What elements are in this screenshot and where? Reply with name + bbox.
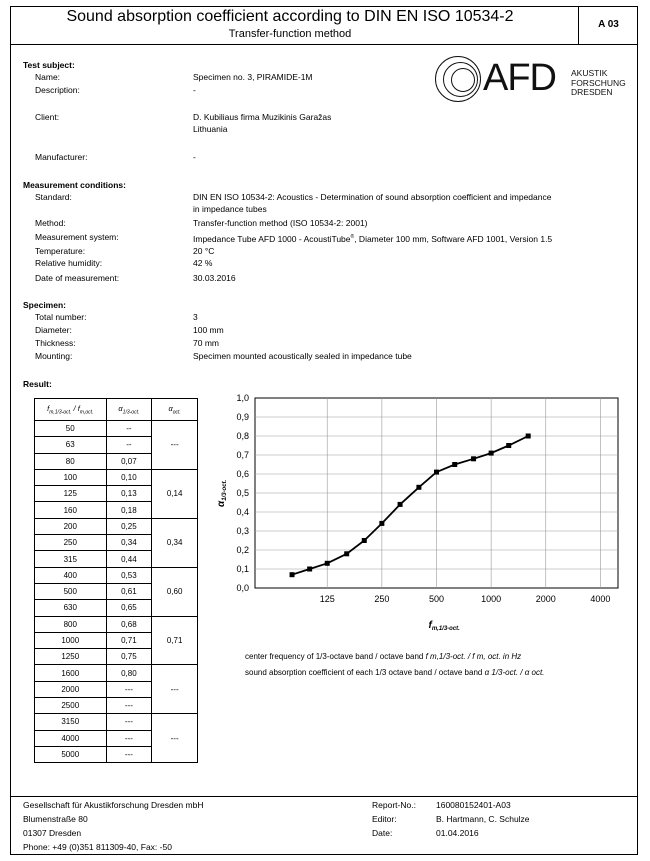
alpha-third-cell: 0,10: [106, 469, 152, 485]
system-value: [193, 232, 552, 245]
alpha-third-cell: 0,80: [106, 665, 152, 681]
data-point: [344, 551, 349, 556]
frequency-cell: 800: [35, 616, 107, 632]
report-date-value: 01.04.2016: [436, 828, 479, 838]
data-point: [526, 434, 531, 439]
temperature-label: Temperature:: [35, 246, 86, 256]
logo-text-line: AKUSTIK: [571, 68, 608, 78]
y-tick-label: 0,8: [236, 431, 249, 441]
y-tick-label: 0,5: [236, 488, 249, 498]
conditions-heading: Measurement conditions:: [23, 180, 126, 190]
system-value-a: Impedance Tube AFD 1000 - AcoustiTube: [193, 233, 351, 244]
y-axis-label: $\alpha_{1/3-oct.}$: [216, 479, 228, 507]
sheet-number: A 03: [598, 19, 619, 30]
alpha-third-cell: ---: [106, 698, 152, 714]
registered-mark: ®: [350, 234, 355, 240]
alpha-third-cell: 0,68: [106, 616, 152, 632]
table-row: [35, 616, 198, 632]
mounting-value: Specimen mounted acoustically sealed in impedance tube: [193, 351, 412, 361]
y-tick-label: 0,7: [236, 450, 249, 460]
data-point: [452, 462, 457, 467]
legend-line1-symbol: f m,1/3-oct. / f m, oct. in Hz: [425, 652, 522, 661]
absorption-chart: [210, 390, 630, 640]
system-label: Measurement system:: [35, 232, 119, 242]
data-point: [398, 502, 403, 507]
method-value: Transfer-function method (ISO 10534-2: 2001): [193, 218, 368, 228]
table-row: [35, 421, 198, 437]
alpha-octave-cell: 0,60: [152, 567, 198, 616]
x-axis-label: $f_{m,1/3-oct.}$: [428, 620, 460, 632]
footer-org: Gesellschaft für Akustikforschung Dresden mbH: [23, 800, 204, 810]
diameter-label: Diameter:: [35, 325, 72, 335]
frequency-cell: 2000: [35, 681, 107, 697]
data-point: [416, 485, 421, 490]
alpha-octave-cell: ---: [152, 665, 198, 714]
alpha-third-cell: 0,07: [106, 453, 152, 469]
alpha-third-cell: 0,13: [106, 486, 152, 502]
alpha-octave-cell: ---: [152, 421, 198, 470]
thickness-label: Thickness:: [35, 338, 76, 348]
total-number-value: 3: [193, 312, 198, 322]
alpha-third-cell: --: [106, 421, 152, 437]
table-row: [35, 714, 198, 730]
y-tick-label: 0,9: [236, 412, 249, 422]
data-point: [362, 538, 367, 543]
data-point: [434, 470, 439, 475]
alpha-third-cell: 0,75: [106, 649, 152, 665]
y-tick-label: 0,1: [236, 564, 249, 574]
alpha-third-cell: 0,71: [106, 632, 152, 648]
table-row: [35, 567, 198, 583]
frequency-cell: 5000: [35, 746, 107, 762]
alpha-third-cell: ---: [106, 730, 152, 746]
frequency-cell: 250: [35, 535, 107, 551]
footer-phone: Phone: +49 (0)351 811309-40, Fax: -50: [23, 842, 172, 852]
footer-street: Blumenstraße 80: [23, 814, 88, 824]
alpha-octave-cell: ---: [152, 714, 198, 763]
humidity-value: 42 %: [193, 258, 213, 268]
total-number-label: Total number:: [35, 312, 87, 322]
result-table: [34, 398, 198, 763]
frequency-cell: 2500: [35, 698, 107, 714]
legend-line1-text: center frequency of 1/3-octave band / octave band: [245, 652, 424, 661]
alpha-third-cell: ---: [106, 714, 152, 730]
thickness-value: 70 mm: [193, 338, 219, 348]
logo-ring-inner: [451, 68, 475, 92]
footer-divider: [10, 796, 638, 797]
frequency-cell: 80: [35, 453, 107, 469]
client-value-line1: D. Kubiliaus firma Muzikinis Garažas: [193, 112, 332, 122]
col-header-frequency: $f_{m,1/3-oct.} / f_{m,oct.}$: [35, 399, 107, 421]
data-point: [506, 443, 511, 448]
x-tick-label: 125: [319, 594, 335, 604]
logo-text-line: DRESDEN: [571, 87, 613, 97]
alpha-third-cell: 0,18: [106, 502, 152, 518]
result-heading: Result:: [23, 379, 52, 389]
measurement-date-value: 30.03.2016: [193, 273, 236, 283]
client-label: Client:: [35, 112, 60, 122]
test-subject-heading: Test subject:: [23, 60, 75, 70]
logo-text: [571, 69, 626, 98]
description-label: Description:: [35, 85, 80, 95]
data-point: [489, 451, 494, 456]
footer-city: 01307 Dresden: [23, 828, 82, 838]
mounting-label: Mounting:: [35, 351, 73, 361]
alpha-third-cell: --: [106, 437, 152, 453]
editor-value: B. Hartmann, C. Schulze: [436, 814, 530, 824]
col-header-alpha-third: $\alpha_{1/3-oct.}$: [106, 399, 152, 421]
alpha-third-cell: 0,44: [106, 551, 152, 567]
data-point: [325, 561, 330, 566]
editor-label: Editor:: [372, 814, 397, 824]
frequency-cell: 50: [35, 421, 107, 437]
method-label: Method:: [35, 218, 66, 228]
report-header: [10, 6, 638, 45]
logo-mark: AFD: [483, 57, 556, 99]
system-value-b: , Diameter 100 mm, Software AFD 1001, Version 1.5: [354, 233, 553, 244]
frequency-cell: 400: [35, 567, 107, 583]
standard-value-line1: DIN EN ISO 10534-2: Acoustics - Determination of sound absorption coefficient and impedance: [193, 192, 552, 202]
x-tick-label: 250: [374, 594, 390, 604]
report-title: Sound absorption coefficient according to DIN EN ISO 10534-2: [66, 8, 514, 25]
frequency-cell: 630: [35, 600, 107, 616]
frequency-cell: 315: [35, 551, 107, 567]
manufacturer-label: Manufacturer:: [35, 152, 88, 162]
frequency-cell: 200: [35, 518, 107, 534]
alpha-third-cell: 0,61: [106, 583, 152, 599]
data-point: [307, 567, 312, 572]
specimen-heading: Specimen:: [23, 300, 66, 310]
description-value: -: [193, 85, 196, 95]
legend-line2-symbol: α 1/3-oct. / α oct.: [484, 668, 545, 677]
frequency-cell: 1600: [35, 665, 107, 681]
frequency-cell: 4000: [35, 730, 107, 746]
data-point: [379, 521, 384, 526]
y-tick-label: 0,0: [236, 583, 249, 593]
frequency-cell: 125: [35, 486, 107, 502]
report-date-label: Date:: [372, 828, 393, 838]
frequency-cell: 3150: [35, 714, 107, 730]
alpha-octave-cell: 0,14: [152, 469, 198, 518]
name-value: Specimen no. 3, PIRAMIDE-1M: [193, 72, 313, 82]
alpha-octave-cell: 0,71: [152, 616, 198, 665]
data-point: [290, 572, 295, 577]
table-row: [35, 665, 198, 681]
measurement-date-label: Date of measurement:: [35, 273, 120, 283]
alpha-third-cell: 0,25: [106, 518, 152, 534]
y-tick-label: 0,2: [236, 545, 249, 555]
alpha-third-cell: ---: [106, 681, 152, 697]
logo-text-line: FORSCHUNG: [571, 77, 626, 88]
table-row: [35, 469, 198, 485]
standard-label: Standard:: [35, 192, 72, 202]
frequency-cell: 1250: [35, 649, 107, 665]
legend-line-1: [245, 652, 521, 661]
name-label: Name:: [35, 72, 61, 82]
alpha-third-cell: 0,65: [106, 600, 152, 616]
manufacturer-value: -: [193, 152, 196, 162]
alpha-third-cell: 0,34: [106, 535, 152, 551]
y-tick-label: 0,4: [236, 507, 249, 517]
client-value-line2: Lithuania: [193, 124, 228, 134]
x-tick-label: 500: [428, 594, 445, 604]
y-tick-label: 1,0: [236, 393, 249, 403]
x-tick-label: 1000: [481, 594, 502, 604]
alpha-third-cell: 0,53: [106, 567, 152, 583]
x-tick-label: 2000: [535, 594, 556, 604]
alpha-octave-cell: 0,34: [152, 518, 198, 567]
frequency-cell: 160: [35, 502, 107, 518]
temperature-value: 20 °C: [193, 246, 215, 256]
legend-line2-text: sound absorption coefficient of each 1/3 octave band / octave band: [245, 668, 483, 677]
legend-line-2: [245, 668, 544, 677]
col-header-alpha-octave: $\alpha_{oct.}$: [152, 399, 198, 421]
report-number-label: Report-No.:: [372, 800, 416, 810]
data-point: [471, 456, 476, 461]
frequency-cell: 100: [35, 469, 107, 485]
standard-value-line2: in impedance tubes: [193, 204, 267, 214]
frequency-cell: 500: [35, 583, 107, 599]
y-tick-label: 0,3: [236, 526, 249, 536]
y-tick-label: 0,6: [236, 469, 249, 479]
x-tick-label: 4000: [590, 594, 611, 604]
table-row: [35, 518, 198, 534]
humidity-label: Relative humidity:: [35, 258, 103, 268]
report-number-value: 160080152401-A03: [436, 800, 511, 810]
diameter-value: 100 mm: [193, 325, 224, 335]
alpha-third-cell: ---: [106, 746, 152, 762]
frequency-cell: 63: [35, 437, 107, 453]
report-subtitle: Transfer-function method: [228, 28, 352, 40]
frequency-cell: 1000: [35, 632, 107, 648]
table-header-row: [35, 399, 198, 421]
